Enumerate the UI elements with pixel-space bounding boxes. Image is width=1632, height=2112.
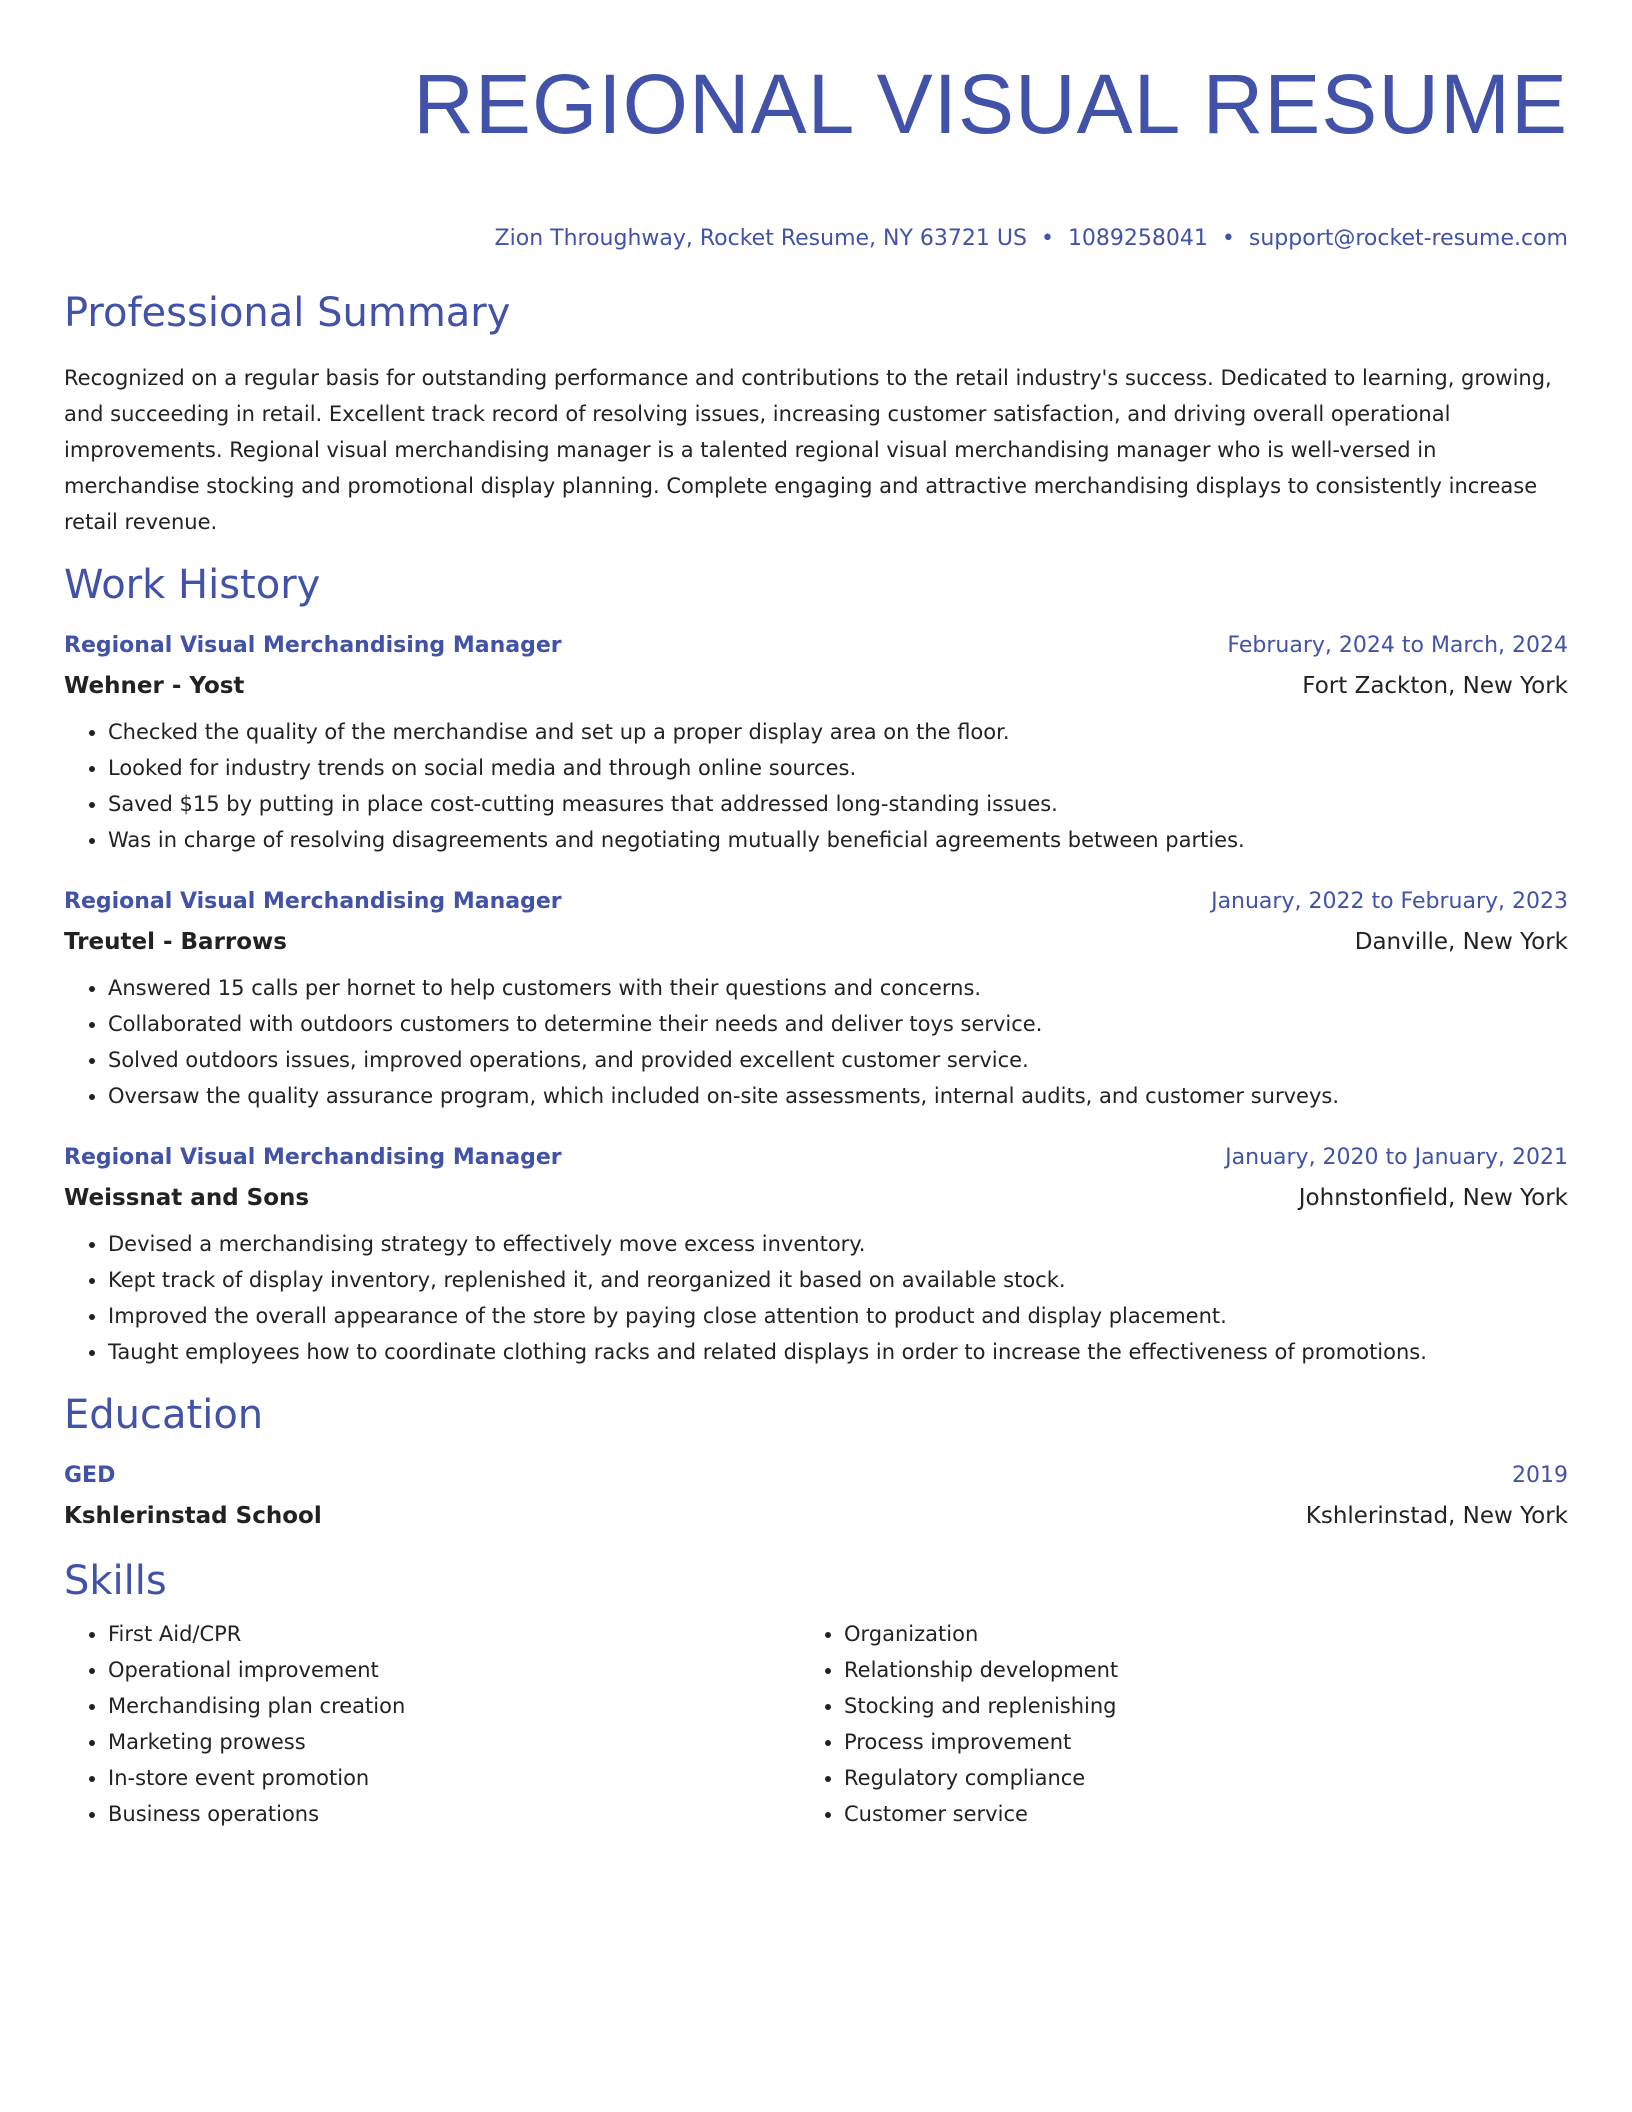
- education-school-row: [64, 1496, 1568, 1536]
- job-bullets: [64, 1226, 1568, 1370]
- job-bullet: • Saved $15 by putting in place cost-cutting measures that addressed long-standing issues.: [108, 786, 1568, 822]
- skill-item: • In-store event promotion: [108, 1760, 800, 1796]
- skill-item: • Organization: [844, 1616, 1536, 1652]
- job-location: Johnstonfield, New York: [1298, 1185, 1568, 1211]
- job-company-row: [64, 922, 1568, 962]
- education-entry: [64, 1456, 1568, 1536]
- contact-phone: 1089258041: [1067, 226, 1208, 251]
- education-header-row: [64, 1456, 1568, 1496]
- job-header-row: [64, 626, 1568, 666]
- work-history-heading: Work History: [64, 562, 321, 608]
- job-bullet: • Was in charge of resolving disagreements and negotiating mutually beneficial agreements between parties.: [108, 822, 1568, 858]
- summary-heading: Professional Summary: [64, 290, 511, 336]
- job-entry: [64, 1138, 1568, 1370]
- contact-separator: •: [1221, 226, 1235, 251]
- skills-column-left: [64, 1616, 800, 1832]
- job-title: Regional Visual Merchandising Manager: [64, 633, 562, 658]
- job-bullets: [64, 714, 1568, 858]
- job-bullet: • Oversaw the quality assurance program, which included on-site assessments, internal audits, and customer surveys.: [108, 1078, 1568, 1114]
- education-heading: Education: [64, 1392, 264, 1438]
- job-bullet: • Checked the quality of the merchandise and set up a proper display area on the floor.: [108, 714, 1568, 750]
- skill-item: • Process improvement: [844, 1724, 1536, 1760]
- job-company-row: [64, 666, 1568, 706]
- job-location: Danville, New York: [1354, 929, 1568, 955]
- resume-name: REGIONAL VISUAL RESUME: [413, 57, 1568, 151]
- job-entry: [64, 882, 1568, 1114]
- job-bullets: [64, 970, 1568, 1114]
- contact-line: [64, 224, 1568, 254]
- job-location: Fort Zackton, New York: [1302, 673, 1568, 699]
- job-company: Treutel - Barrows: [64, 929, 287, 955]
- education-year: 2019: [1512, 1463, 1568, 1488]
- job-dates: January, 2020 to January, 2021: [1225, 1145, 1568, 1170]
- job-bullet: • Answered 15 calls per hornet to help customers with their questions and concerns.: [108, 970, 1568, 1006]
- job-bullet: • Looked for industry trends on social media and through online sources.: [108, 750, 1568, 786]
- contact-email[interactable]: support@rocket-resume.com: [1248, 226, 1568, 251]
- job-bullet: • Devised a merchandising strategy to effectively move excess inventory.: [108, 1226, 1568, 1262]
- job-bullet: • Kept track of display inventory, replenished it, and reorganized it based on available stock.: [108, 1262, 1568, 1298]
- contact-address: Zion Throughway, Rocket Resume, NY 63721 US: [494, 226, 1027, 251]
- skill-item: • Operational improvement: [108, 1652, 800, 1688]
- job-company: Wehner - Yost: [64, 673, 245, 699]
- job-title: Regional Visual Merchandising Manager: [64, 1145, 562, 1170]
- skill-item: • Customer service: [844, 1796, 1536, 1832]
- skills-heading: Skills: [64, 1558, 167, 1604]
- education-location: Kshlerinstad, New York: [1305, 1503, 1568, 1529]
- job-entry: [64, 626, 1568, 858]
- job-company: Weissnat and Sons: [64, 1185, 310, 1211]
- skill-item: • Relationship development: [844, 1652, 1536, 1688]
- skills-list: [64, 1616, 1568, 1832]
- job-header-row: [64, 1138, 1568, 1178]
- job-bullet: • Solved outdoors issues, improved operations, and provided excellent customer service.: [108, 1042, 1568, 1078]
- skill-item: • Regulatory compliance: [844, 1760, 1536, 1796]
- education-degree: GED: [64, 1463, 116, 1488]
- job-header-row: [64, 882, 1568, 922]
- job-company-row: [64, 1178, 1568, 1218]
- skill-item: • First Aid/CPR: [108, 1616, 800, 1652]
- resume-header: [64, 0, 1568, 254]
- job-title: Regional Visual Merchandising Manager: [64, 889, 562, 914]
- job-dates: January, 2022 to February, 2023: [1211, 889, 1568, 914]
- contact-separator: •: [1040, 226, 1054, 251]
- job-dates: February, 2024 to March, 2024: [1227, 633, 1568, 658]
- skill-item: • Marketing prowess: [108, 1724, 800, 1760]
- skill-item: • Merchandising plan creation: [108, 1688, 800, 1724]
- education-school: Kshlerinstad School: [64, 1503, 322, 1529]
- job-bullet: • Taught employees how to coordinate clothing racks and related displays in order to increase the effectiveness of promotions.: [108, 1334, 1568, 1370]
- skill-item: • Stocking and replenishing: [844, 1688, 1536, 1724]
- summary-text: Recognized on a regular basis for outstanding performance and contributions to the retail industry's success. Dedicated to learning, growing, and succeeding in retail. Excellent track record of resolving issues, increasing customer satisfaction, and driving overall operational improvements. Regional visual merchandising manager is a talented regional visual merchandising manager who is well-versed in merchandise stocking and promotional display planning. Complete engaging and attractive merchandising displays to consistently increase retail revenue.: [64, 366, 1552, 534]
- skill-item: • Business operations: [108, 1796, 800, 1832]
- job-bullet: • Improved the overall appearance of the store by paying close attention to product and display placement.: [108, 1298, 1568, 1334]
- skills-column-right: [800, 1616, 1536, 1832]
- job-bullet: • Collaborated with outdoors customers to determine their needs and deliver toys service.: [108, 1006, 1568, 1042]
